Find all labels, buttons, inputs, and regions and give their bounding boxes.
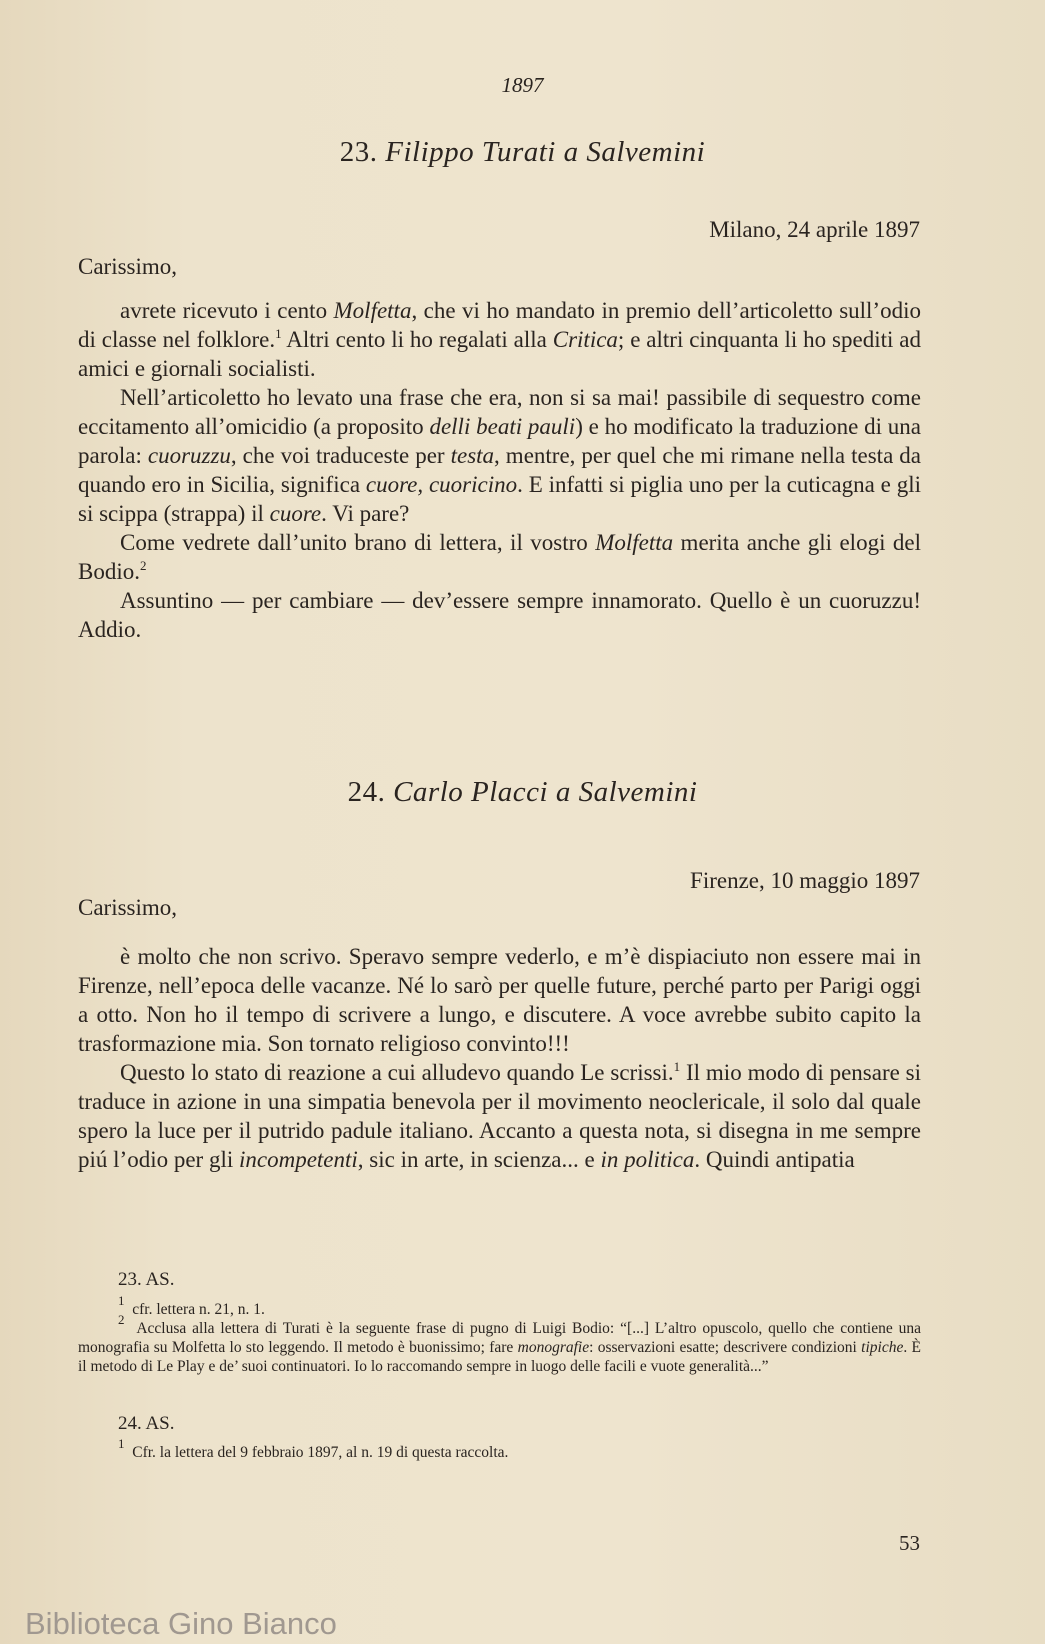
letter-24-number: 24. <box>347 776 386 808</box>
letter-23-paragraph-1: avrete ricevuto i cento Molfetta, che vi ho mandato in premio dell’articoletto sull’odio di classe nel folklore.$^1$ Altri cento li ho regalati alla Critica; e altri cinquanta li ho spediti ad amici e giornali socialisti. <box>78 298 921 381</box>
footnote-ref: 2 <box>139 558 147 573</box>
note-24-1: $^1$ Cfr. la lettera del 9 febbraio 1897, al n. 19 di questa raccolta. <box>118 1436 509 1461</box>
library-watermark: Biblioteca Gino Bianco <box>25 1606 337 1641</box>
letter-23-paragraph-2: Nell’articoletto ho levato una frase che era, non si sa mai! passibile di sequestro come eccitamento all’omicidio (a proposito delli beati pauli) e ho modificato la traduzione di una parola: cuoruzzu, che voi traduceste per testa, mentre, per quel che mi rimane nella testa da quando ero in Sicilia, significa cuore, cuoricino. E infatti si piglia uno per la cuticagna e gli si scippa (strappa) il cuore. Vi pare? <box>78 385 921 526</box>
letter-24-salutation: Carissimo, <box>78 895 178 920</box>
letter-24-heading: Carlo Placci a Salvemini <box>393 776 698 808</box>
page-number: 53 <box>899 1531 920 1555</box>
letter-23-body <box>78 296 921 644</box>
notes-23-head: 23. AS. <box>118 1269 175 1290</box>
letter-23-title <box>0 136 1045 169</box>
note-23-2: $^2$ Acclusa alla lettera di Turati è la seguente frase di pugno di Luigi Bodio: “[...] L’altro opuscolo, quello che contiene una monografia su Molfetta lo sto leggendo. Il metodo è buonissimo; fare monografie: osservazioni esatte; descrivere condizioni tipiche. È il metodo di Le Play e de’ suoi continuatori. Io lo raccomando sempre in luogo delle facili e vuote generalità...” <box>78 1312 922 1375</box>
letter-23-paragraph-4: Assuntino — per cambiare — dev’essere sempre innamorato. Quello è un cuoruzzu! Addio. <box>78 588 921 642</box>
letter-23-dateline: Milano, 24 aprile 1897 <box>709 217 920 242</box>
note-23-1: $^1$ cfr. lettera n. 21, n. 1. <box>118 1293 265 1318</box>
letter-24-dateline: Firenze, 10 maggio 1897 <box>690 868 920 893</box>
letter-23-number: 23. <box>339 136 378 168</box>
footnote-ref: 1 <box>275 326 282 341</box>
notes-24-head: 24. AS. <box>118 1413 175 1434</box>
letter-24-paragraph-2: Questo lo stato di reazione a cui alludevo quando Le scrissi.$^1$ Il mio modo di pensare si traduce in azione in una simpatia benevola per il movimento neoclericale, il solo dal quale spero la luce per il putrido padule italiano. Accanto a questa nota, si disegna in me sempre piú l’odio per gli incompetenti, sic in arte, in scienza... e in politica. Quindi antipatia <box>78 1059 922 1172</box>
letter-23-salutation: Carissimo, <box>78 254 178 279</box>
letter-23-paragraph-3: Come vedrete dall’unito brano di lettera, il vostro Molfetta merita anche gli elogi del Bodio.$^2$ <box>78 530 921 584</box>
letter-24-title <box>0 776 1045 809</box>
running-head-year: 1897 <box>501 73 544 97</box>
letter-24-body <box>78 942 921 1174</box>
letter-23-heading: Filippo Turati a Salvemini <box>385 136 706 168</box>
footnote-ref: 1 <box>673 1059 681 1074</box>
letter-24-paragraph-1: è molto che non scrivo. Speravo sempre vederlo, e m’è dispiaciuto non essere mai in Firenze, nell’epoca delle vacanze. Né lo sarò per quelle future, perché parto per Parigi oggi a otto. Non ho il tempo di scrivere a lungo, e discutere. A voce avrebbe subito capito la trasformazione mia. Son tornato religioso convinto!!! <box>78 944 921 1056</box>
